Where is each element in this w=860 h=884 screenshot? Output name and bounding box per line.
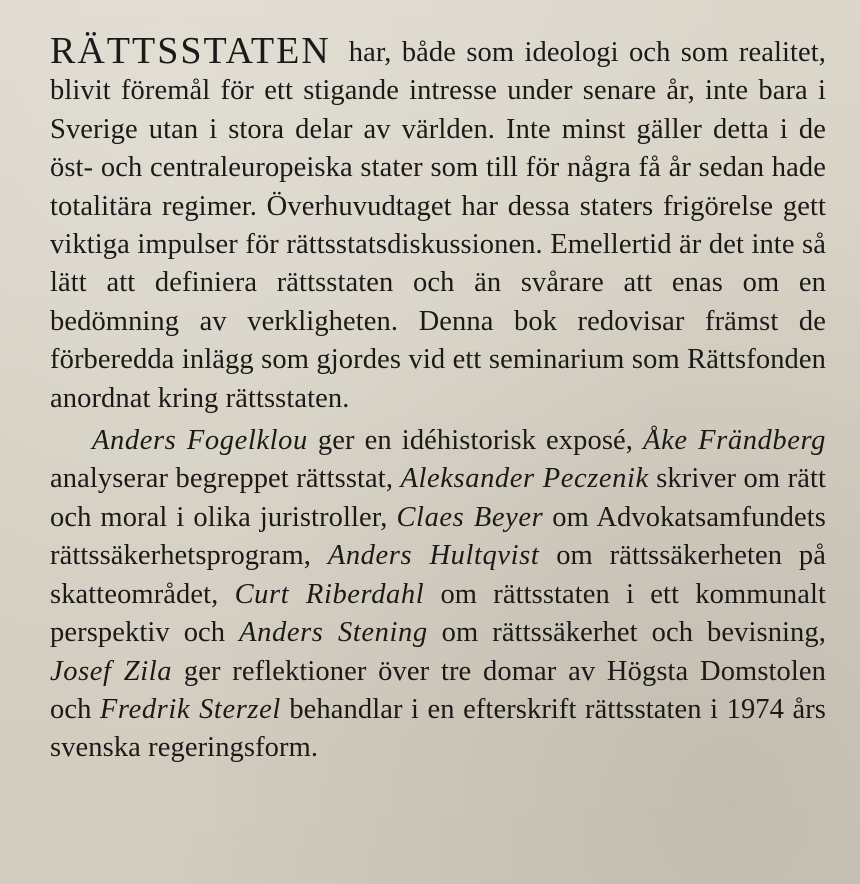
contributor-text: om rättsstaten i ett kommunalt perspektiv och <box>50 578 826 649</box>
contributor-name: Fredrik Sterzel <box>99 693 281 725</box>
contributor-name: Åke Frändberg <box>643 425 826 457</box>
contributor-name: Anders Stening <box>239 617 428 649</box>
contributor-name: Anders Hultqvist <box>327 540 540 572</box>
contributor-text: behandlar i en efterskrift rättsstaten i 1974 års svenska regeringsform. <box>50 693 826 764</box>
contributors-paragraph <box>50 422 826 768</box>
contributor-text: om rättssäkerhet och bevisning, <box>427 617 826 649</box>
intro-text: har, både som ideologi och som realitet, blivit föremål för ett stigande intresse under senare år, inte bara i Sverige utan i stora delar av världen. Inte minst gäller detta i de öst- och centraleuropeiska stater som till för några få år sedan hade totalitära regimer. Överhuvudtaget har dessa staters frigörelse gett viktiga impulser för rättsstatsdiskussionen. Emellertid är det inte så lätt att definiera rättsstaten och än svårare att enas om en bedömning av verkligheten. Denna bok redovisar främst de förberedda inlägg som gjordes vid ett seminarium som Rättsfonden anordnat kring rättsstaten. <box>50 37 826 414</box>
contributor-name: Anders Fogelklou <box>92 425 308 457</box>
intro-paragraph <box>50 26 826 418</box>
contributor-text: ger en idéhistorisk exposé, <box>307 425 644 457</box>
contributor-name: Curt Riberdahl <box>234 578 425 610</box>
contributor-text: om Advokatsamfundets rättssäkerhetsprogram, <box>50 501 826 572</box>
contributor-text: skriver om rätt och moral i olika juristroller, <box>50 463 826 533</box>
contributor-name: Claes Beyer <box>396 501 544 533</box>
contributor-name: Josef Zila <box>50 655 173 687</box>
contributor-text: ger reflektioner över tre domar av Högsta Domstolen och <box>50 655 826 725</box>
contributor-name: Aleksander Peczenik <box>400 463 649 495</box>
contributor-text: analyserar begreppet rättsstat, <box>50 463 401 495</box>
contributor-text: om rättssäkerheten på skatteområdet, <box>50 540 826 610</box>
lead-word: RÄTTSSTATEN <box>50 30 331 72</box>
